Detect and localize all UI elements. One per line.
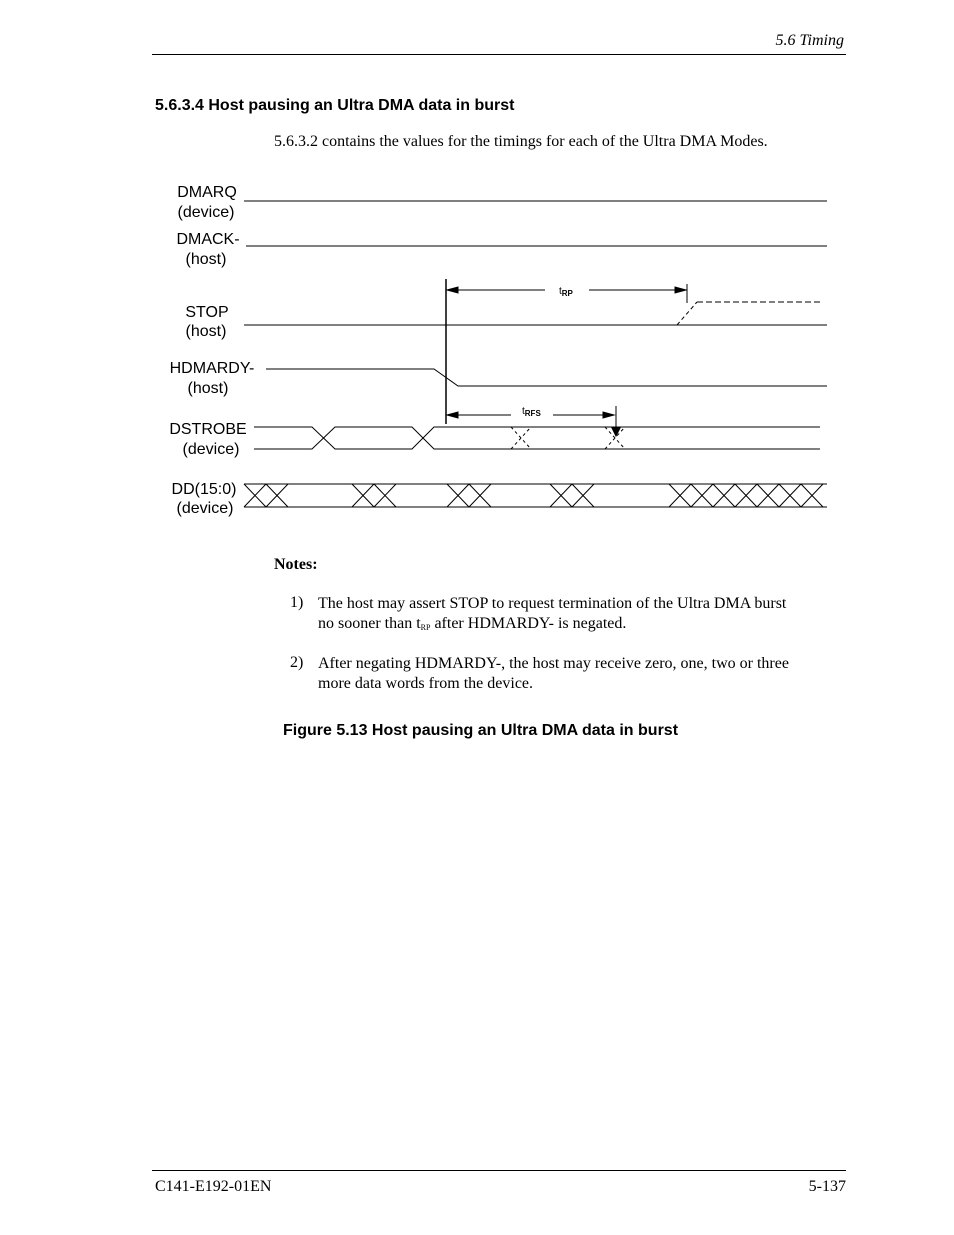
waveform-dd [244, 484, 827, 507]
signal-label-hdmardy: HDMARDY- [169, 360, 255, 377]
note-1-line-1: The host may assert STOP to request termination of the Ultra DMA burst [318, 595, 787, 612]
signal-label-stop: STOP [185, 304, 229, 321]
signal-label-dmarq: DMARQ [177, 184, 237, 201]
timing-label-trfs: $t_{RFS}$ [522, 406, 541, 418]
notes-heading: Notes: [274, 556, 318, 573]
note-text-1 [318, 594, 838, 638]
waveform-dstrobe [254, 427, 820, 449]
signal-role-dmack: (host) [185, 251, 227, 268]
note-number-2: 2) [290, 654, 304, 671]
signal-label-dmack: DMACK- [176, 231, 240, 248]
header-rule [152, 54, 846, 55]
signal-role-dstrobe: (device) [182, 441, 240, 458]
note-text-2 [318, 654, 838, 694]
waveform-stop [244, 302, 827, 325]
signal-label-dstrobe: DSTROBE [169, 421, 247, 438]
signal-role-hdmardy: (host) [187, 380, 229, 397]
signal-role-dmarq: (device) [177, 204, 235, 221]
intro-paragraph: 5.6.3.2 contains the values for the timings for each of the Ultra DMA Modes. [274, 133, 768, 150]
footer-page-number: 5-137 [808, 1178, 846, 1195]
signal-label-dd: DD(15:0) [171, 481, 237, 498]
note-1-line-2: no sooner than $t_{RP}$ after HDMARDY- is negated. [318, 615, 627, 632]
waveform-hdmardy [266, 369, 827, 386]
signal-role-dd: (device) [176, 500, 234, 517]
note-2-line-2: more data words from the device. [318, 675, 534, 692]
note-number-1: 1) [290, 594, 304, 611]
running-header: 5.6 Timing [775, 32, 844, 49]
note-2-line-1: After negating HDMARDY-, the host may receive zero, one, two or three [318, 655, 789, 672]
section-heading: 5.6.3.4 Host pausing an Ultra DMA data in burst [155, 97, 515, 114]
footer-rule [152, 1170, 846, 1171]
figure-caption: Figure 5.13 Host pausing an Ultra DMA data in burst [283, 722, 679, 739]
footer-document-id: C141-E192-01EN [155, 1178, 272, 1195]
timing-diagram [150, 170, 840, 530]
timing-label-trp: $t_{RP}$ [559, 286, 573, 298]
signal-role-stop: (host) [185, 323, 227, 340]
